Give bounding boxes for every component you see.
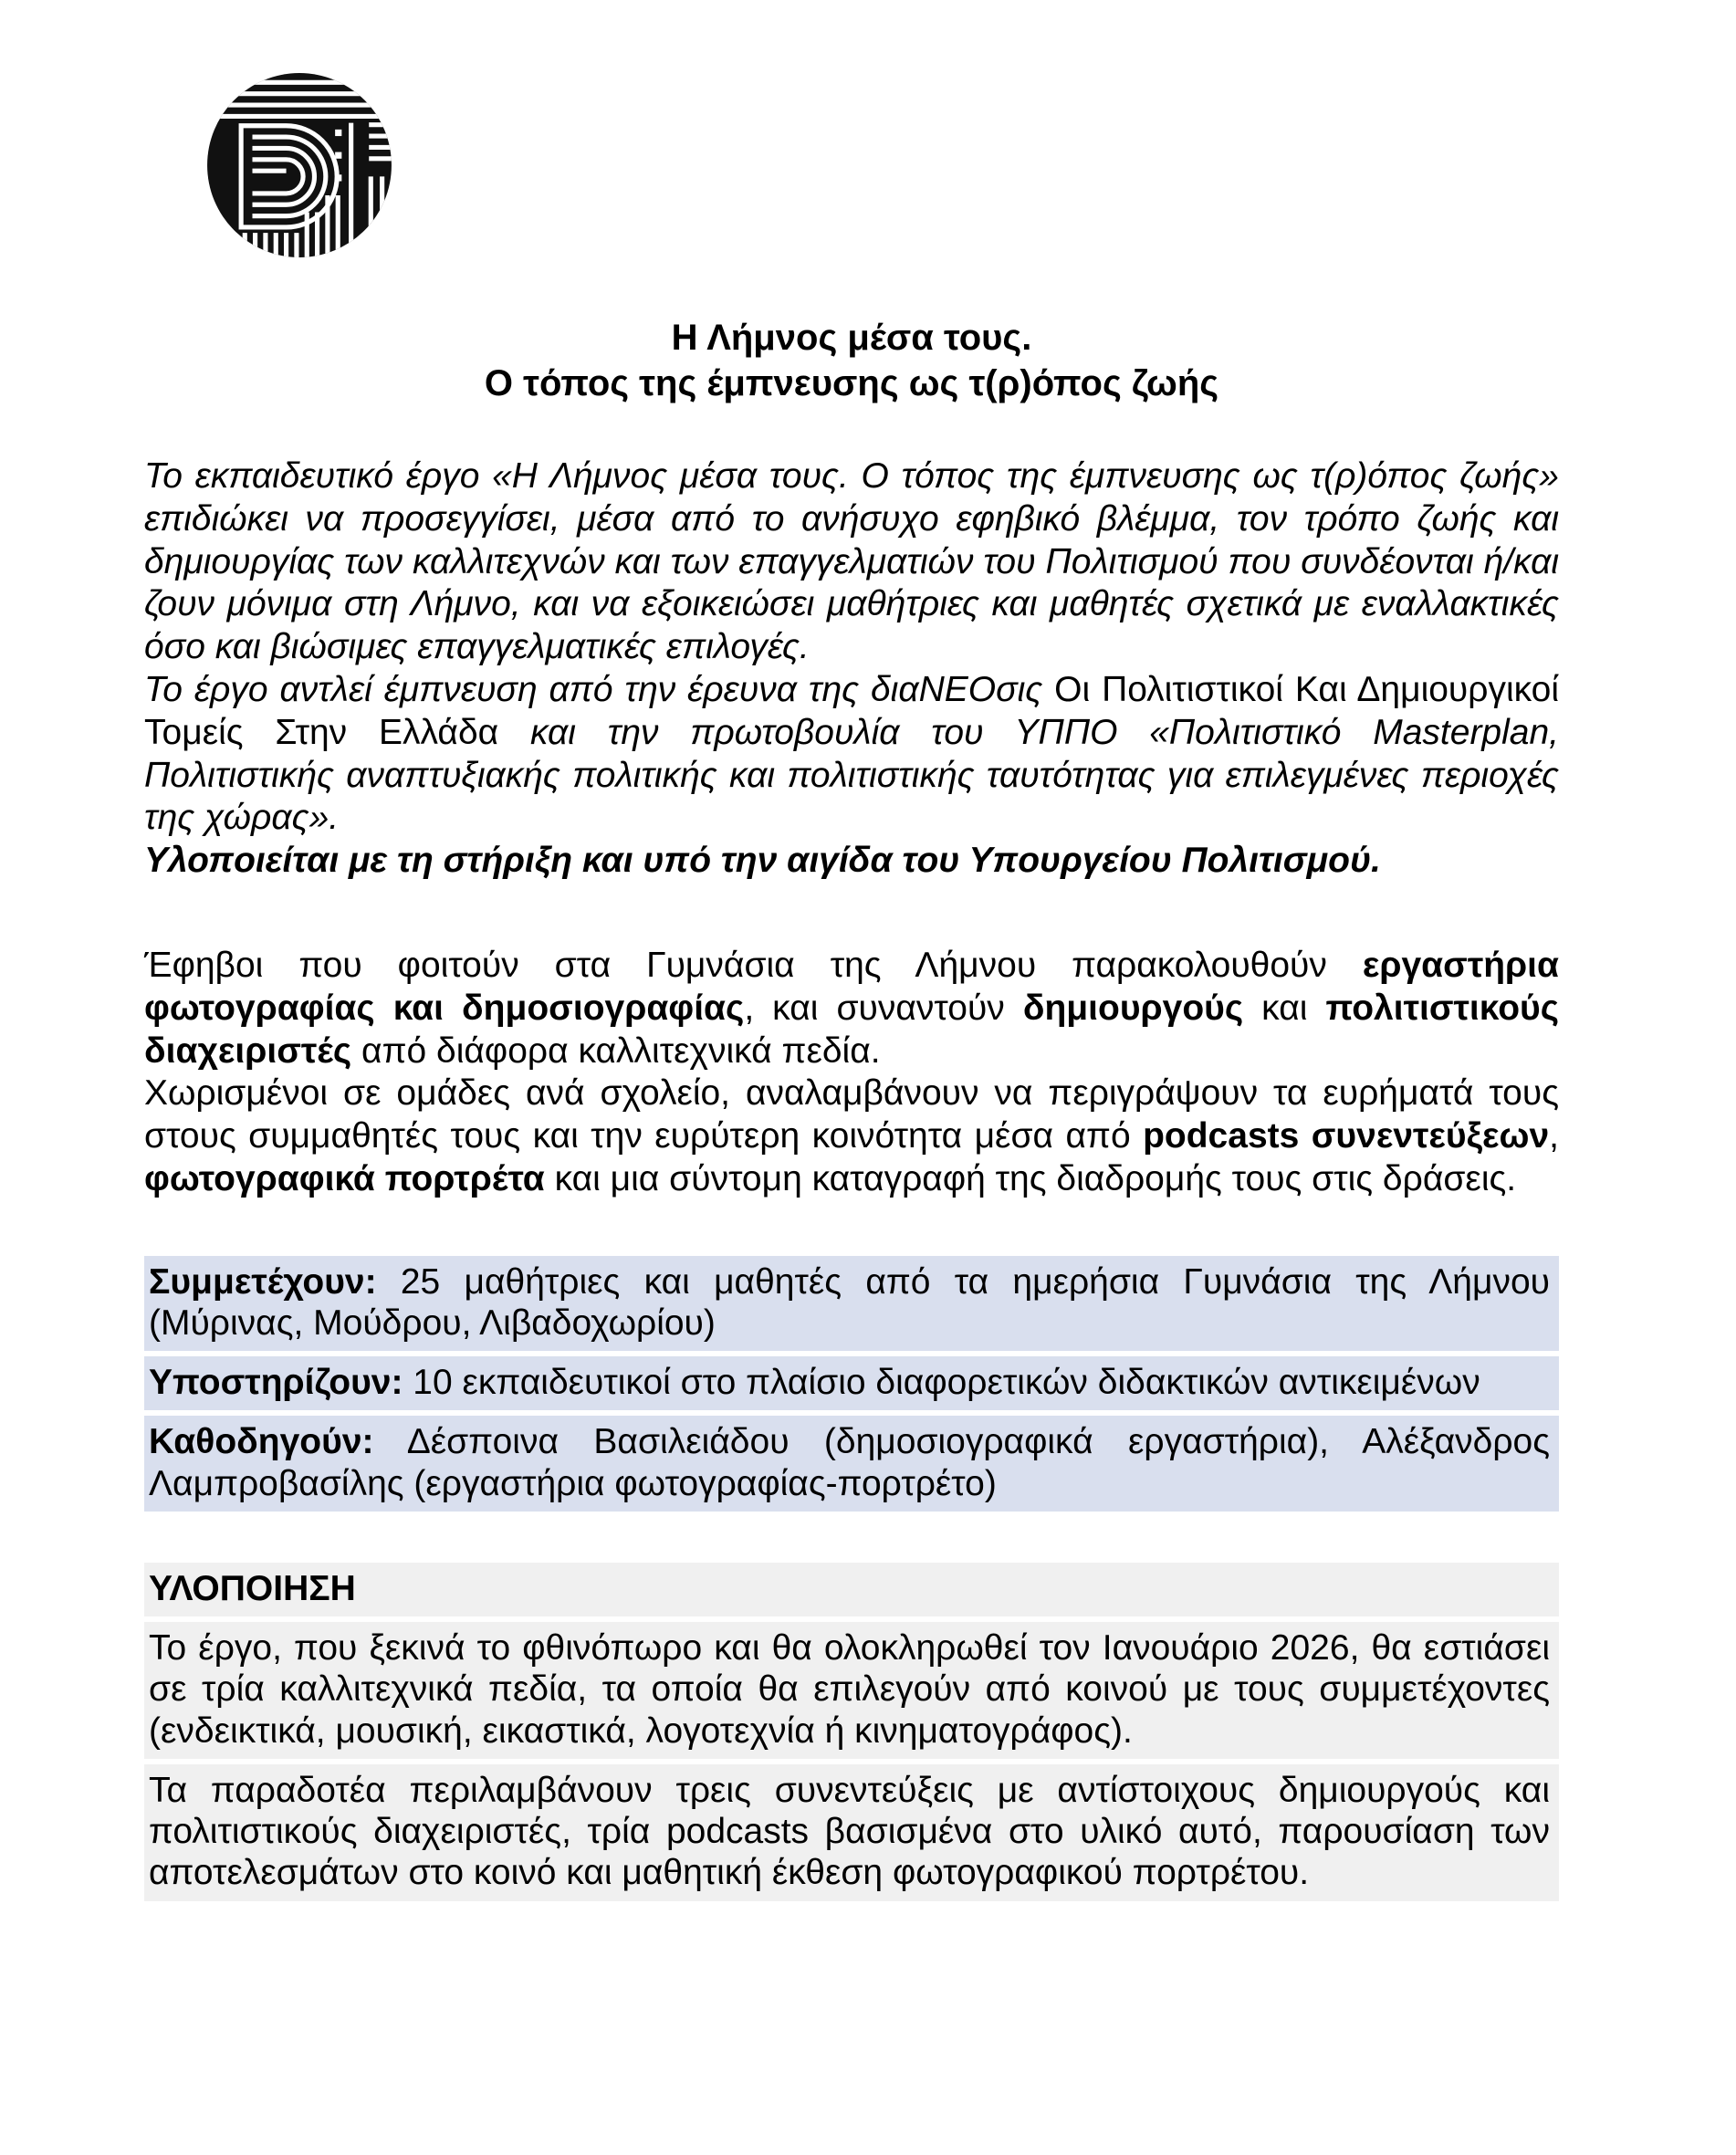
participants-section xyxy=(144,1256,1559,1512)
supporters-item: Υποστηρίζουν: 10 εκπαιδευτικοί στο πλαίσιο διαφορετικών διδακτικών αντικειμένων xyxy=(144,1356,1559,1410)
title-line-1: Η Λήμνος μέσα τους. xyxy=(671,318,1032,358)
body-paragraph-1: Έφηβοι που φοιτούν στα Γυμνάσια της Λήμνου παρακολουθούν εργαστήρια φωτογραφίας και δημοσιογραφίας, και συναντούν δημιουργούς και πολιτιστικούς διαχειριστές από διάφορα καλλιτεχνικά πεδία. xyxy=(144,945,1559,1071)
body-section xyxy=(144,945,1559,1201)
intro-paragraph-2: Το έργο αντλεί έμπνευση από την έρευνα της διαΝΕΟσις Οι Πολιτιστικοί Και Δημιουργικοί Τομείς Στην Ελλάδα και την πρωτοβουλία του ΥΠΠΟ «Πολιτιστικό Masterplan, Πολιτιστικής αναπτυξιακής πολιτικής και πολιτιστικής ταυτότητας για επιλεγμένες περιοχές της χώρας». xyxy=(144,669,1559,838)
document-content xyxy=(0,315,1736,1901)
logo-monogram-icon xyxy=(205,71,393,259)
implementation-section xyxy=(144,1563,1559,1901)
mentors-item: Καθοδηγούν: Δέσποινα Βασιλειάδου (δημοσιογραφικά εργαστήρια), Αλέξανδρος Λαμπροβασίλης (εργαστήρια φωτογραφίας-πορτρέτο) xyxy=(144,1416,1559,1511)
implementation-paragraph-1: Το έργο, που ξεκινά το φθινόπωρο και θα ολοκληρωθεί τον Ιανουάριο 2026, θα εστιάσει σε τρία καλλιτεχνικά πεδία, τα οποία θα επιλεγούν από κοινού με τους συμμετέχοντες (ενδεικτικά, μουσική, εικαστικά, λογοτεχνία ή κινηματογράφος). xyxy=(144,1622,1559,1759)
participants-item: Συμμετέχουν: 25 μαθήτριες και μαθητές από τα ημερήσια Γυμνάσια της Λήμνου (Μύρινας, Μούδρου, Λιβαδοχωρίου) xyxy=(144,1256,1559,1351)
document-title xyxy=(144,315,1559,406)
implementation-heading: ΥΛΟΠΟΙΗΣΗ xyxy=(144,1563,1559,1616)
implementation-paragraph-2: Τα παραδοτέα περιλαμβάνουν τρεις συνεντεύξεις με αντίστοιχους δημιουργούς και πολιτιστικούς διαχειριστές, τρία podcasts βασισμένα στο υλικό αυτό, παρουσίαση των αποτελεσμάτων στο κοινό και μαθητική έκθεση φωτογραφικού πορτρέτου. xyxy=(144,1764,1559,1901)
body-paragraph-2: Χωρισμένοι σε ομάδες ανά σχολείο, αναλαμβάνουν να περιγράψουν τα ευρήματά τους στους συμμαθητές τους και την ευρύτερη κοινότητα μέσα από podcasts συνεντεύξεων, φωτογραφικά πορτρέτα και μια σύντομη καταγραφή της διαδρομής τους στις δράσεις. xyxy=(144,1073,1559,1198)
title-line-2: Ο τόπος της έμπνευσης ως τ(ρ)όπος ζωής xyxy=(484,363,1219,403)
intro-section xyxy=(144,455,1559,883)
intro-emphasis-line: Υλοποιείται με τη στήριξη και υπό την αιγίδα του Υπουργείου Πολιτισμού. xyxy=(144,841,1381,881)
intro-paragraph-1: Το εκπαιδευτικό έργο «Η Λήμνος μέσα τους. Ο τόπος της έμπνευσης ως τ(ρ)όπος ζωής» επιδιώκει να προσεγγίσει, μέσα από το ανήσυχο εφηβικό βλέμμα, τον τρόπο ζωής και δημιουργίας των καλλιτεχνών και των επαγγελματιών του Πολιτισμού που συνδέονται ή/και ζουν μόνιμα στη Λήμνο, και να εξοικειώσει μαθήτριες και μαθητές σχετικά με εναλλακτικές όσο και βιώσιμες επαγγελματικές επιλογές. xyxy=(144,456,1559,667)
